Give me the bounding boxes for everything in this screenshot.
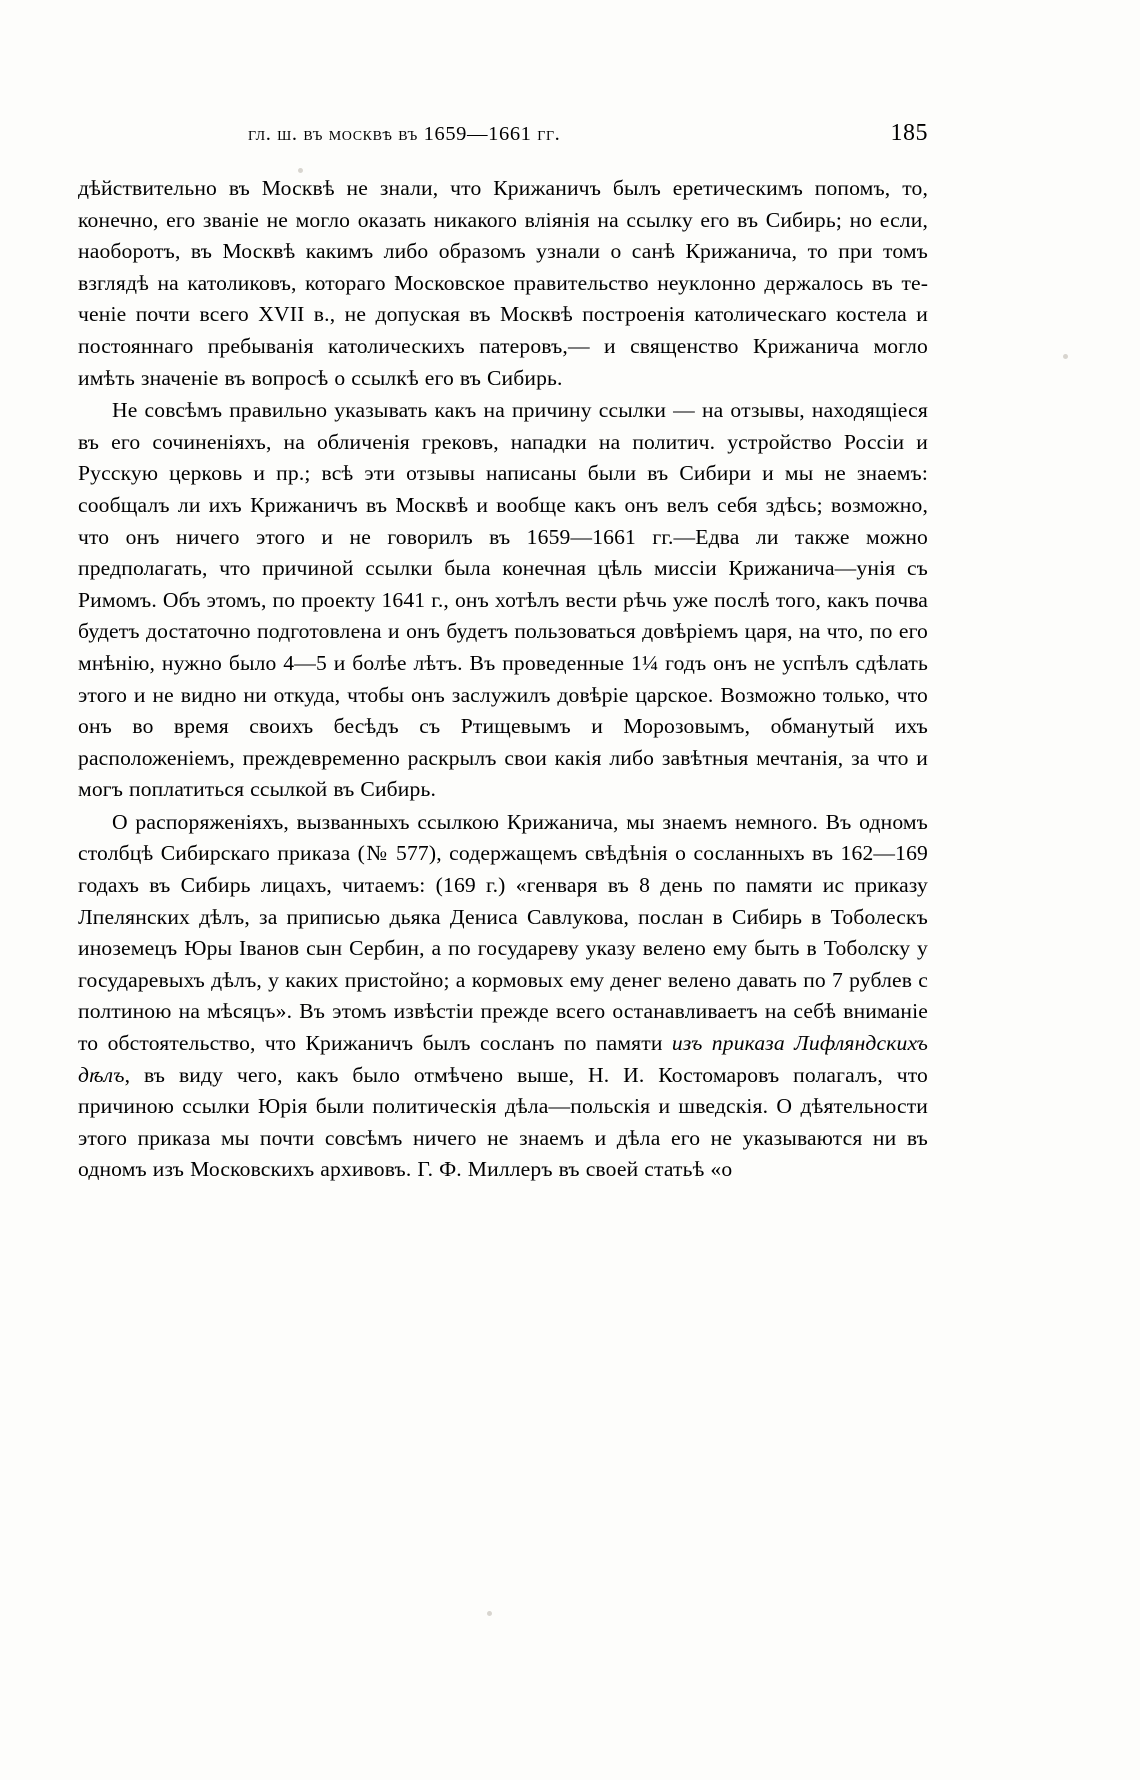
running-head-title: гл. ш. въ москвѣ въ 1659—1661 гг. [248, 123, 561, 145]
paragraph-1: дѣйствительно въ Москвѣ не знали, что Крижаничъ былъ еретическимъ попомъ, то, конечно, его званiе не могло оказать никакого влiянiя на ссылку его въ Сибирь; но если, наоборотъ, въ Москвѣ какимъ либо образомъ узнали о санѣ Крижанича, то при томъ взглядѣ на католиковъ, котораго Московское правительство неуклонно держалось въ теченiе почти всего XVII в., не допуская въ Москвѣ построенiя католическаго костела и постояннаго пребыванiя католическихъ патеровъ,— и священство Крижанича могло имѣть значенiе въ вопросѣ о ссылкѣ его въ Сибирь. [78, 176, 928, 390]
paragraph-3-part-1: О распоряженiяхъ, вызванныхъ ссылкою Крижанича, мы знаемъ немного. Въ одномъ столбцѣ Сибирскаго приказа (№ 577), содержащемъ свѣдѣнiя о сосланныхъ въ 162—169 годахъ въ Сибирь лицахъ, читаемъ: (169 г.) «генваря въ 8 день по памяти ис приказу Лпелянских дѣлъ, за приписью дьяка Дениса Савлукова, послан в Сибирь в Тоболескъ иноземецъ Юры Iванов сын Сербин, а по государеву указу велено ему быть в Тоболску у государевыхъ дѣлъ, у каких пристойно; а кормовых ему денег велено давать по 7 рублев с полтиною на мѣсяцъ». Въ этомъ извѣстiи прежде всего останавливаетъ на себѣ вниманiе то обстоятельство, что Крижаничъ былъ сосланъ по памяти [78, 809, 928, 1056]
page-number: 185 [890, 120, 928, 146]
page-content [78, 120, 928, 1186]
paragraph-2: Не совсѣмъ правильно указывать какъ на причину ссылки — на отзывы, находящiеся въ его сочиненiяхъ, на обличенiя грековъ, нападки на политич. устройство Россiи и Русскую церковь и пр.; всѣ эти отзывы написаны были въ Сибири и мы не знаемъ: сообщалъ ли ихъ Крижаничъ въ Москвѣ и вообще какъ онъ велъ себя здѣсь; возможно, что онъ ничего этого и не говорилъ въ 1659—1661 гг.—Едва ли также можно предполагать, что причиной ссылки была конечная цѣль миссiи Крижанича—унiя съ Римомъ. Объ этомъ, по проекту 1641 г., онъ хотѣлъ вести рѣчь уже послѣ того, какъ почва будетъ достаточно подготовлена и онъ будетъ пользоваться довѣрiемъ царя, на что, по его мнѣнiю, нужно было 4—5 и болѣе лѣтъ. Въ проведенные 1¼ годъ онъ не успѣлъ сдѣлать этого и не видно ни откуда, чтобы онъ заслужилъ довѣрiе царское. Возможно только, что онъ во время своихъ бесѣдъ съ Ртищевымъ и Морозовымъ, обманутый ихъ расположенiемъ, преждевременно раскрылъ свои какiя либо завѣтныя мечтанiя, за что и могъ поплатиться ссылкой въ Сибирь. [78, 398, 928, 802]
italic-phrase: изъ приказа Лифляндскихъ дѣлъ [78, 1031, 928, 1087]
paragraph-3-part-2: , въ виду чего, какъ было отмѣчено выше, Н. И. Костомаровъ полагалъ, что причиною ссылки Юрiя были политическiя дѣла—польскiя и шведскiя. О дѣятельности этого приказа мы почти совсѣмъ ничего не знаемъ и дѣла его не указываются ни въ одномъ изъ Московскихъ архивовъ. Г. Ф. Миллеръ въ своей статьѣ «о [78, 1062, 928, 1182]
paragraph-3 [78, 807, 928, 1186]
running-head [78, 120, 928, 147]
speck-3 [487, 1611, 492, 1616]
body-text [78, 173, 928, 1186]
speck-2 [1063, 354, 1068, 359]
